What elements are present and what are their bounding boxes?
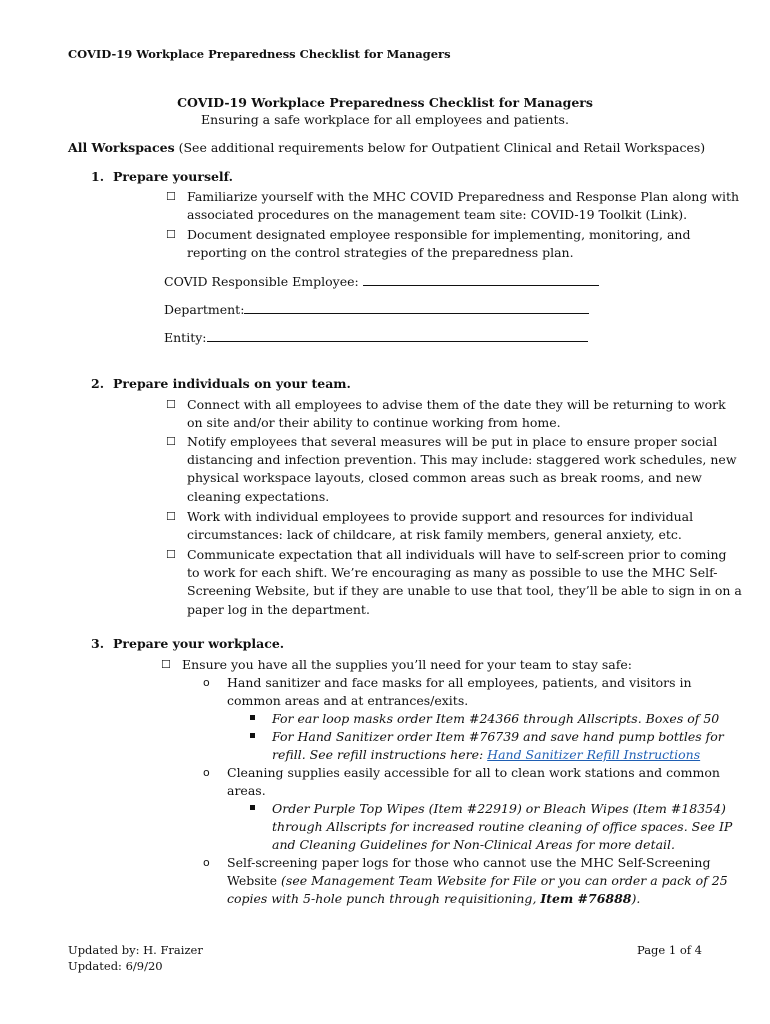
- blank-line[interactable]: [207, 329, 588, 342]
- sub-item-cleaning-supplies: o Cleaning supplies easily accessible for all to clean work stations and common areas.: [203, 765, 720, 799]
- intro-line: [68, 140, 705, 155]
- section-2-heading: 2. Prepare individuals on your team.: [91, 376, 351, 391]
- updated-by: Updated by: H. Fraizer: [68, 943, 203, 957]
- field-responsible-employee[interactable]: COVID Responsible Employee:: [164, 273, 599, 289]
- circle-bullet-icon: o: [203, 766, 210, 779]
- running-header: COVID-19 Workplace Preparedness Checklist for Managers: [68, 47, 451, 61]
- checklist-item[interactable]: ☐ Communicate expectation that all individuals will have to self-screen prior to coming to work for each shift. We’re encouraging as many as possible to use the MHC Self- Screening Website, but if they are unable to use that tool, they’ll be able to sign in on a paper log in the department.: [166, 547, 742, 617]
- checklist-item[interactable]: ☐ Connect with all employees to advise them of the date they will be returning to work on site and/or their ability to continue working from home.: [166, 397, 726, 431]
- checklist-item[interactable]: ☐ Notify employees that several measures will be put in place to ensure proper social distancing and infection prevention. This may include: staggered work schedules, new physical workspace layouts, closed common areas such as break rooms, and new cleaning expectations.: [166, 434, 737, 504]
- sub-item-paper-logs: o Self-screening paper logs for those who cannot use the MHC Self-Screening Website (see Management Team Website for File or you can order a pack of 25 copies with 5-hole punch through requisitioning, Item #76888).: [203, 855, 728, 907]
- hand-sanitizer-refill-link[interactable]: Hand Sanitizer Refill Instructions: [487, 747, 701, 763]
- checkbox-icon[interactable]: ☐: [166, 398, 176, 411]
- checkbox-icon[interactable]: ☐: [166, 435, 176, 448]
- field-department[interactable]: Department:: [164, 301, 589, 317]
- checklist-item[interactable]: ☐ Document designated employee responsible for implementing, monitoring, and reporting on the control strategies of the preparedness plan.: [166, 227, 691, 261]
- sub-bullet-sanitizer: For Hand Sanitizer order Item #76739 and save hand pump bottles for refill. See refill instructions here: Hand Sanitizer Refill Instructions: [272, 728, 724, 764]
- square-bullet-icon: [250, 715, 255, 720]
- page-number: Page 1 of 4: [636, 943, 702, 957]
- checkbox-icon[interactable]: ☐: [166, 510, 176, 523]
- footer-updated: [68, 942, 203, 974]
- circle-bullet-icon: o: [203, 856, 210, 869]
- checklist-item[interactable]: ☐ Work with individual employees to provide support and resources for individual circumstances: lack of childcare, at risk family members, general anxiety, etc.: [166, 509, 694, 543]
- checkbox-icon[interactable]: ☐: [166, 548, 176, 561]
- sub-bullet-masks: For ear loop masks order Item #24366 through Allscripts. Boxes of 50: [272, 710, 719, 728]
- page-subtitle: Ensuring a safe workplace for all employees and patients.: [201, 112, 569, 127]
- checklist-item[interactable]: ☐ Familiarize yourself with the MHC COVID Preparedness and Response Plan along with associated procedures on the management team site: COVID-19 Toolkit (Link).: [166, 189, 740, 223]
- sub-item-hand-sanitizer: o Hand sanitizer and face masks for all employees, patients, and visitors in common areas and at entrances/exits.: [203, 675, 692, 709]
- checklist-item[interactable]: ☐ Ensure you have all the supplies you’ll need for your team to stay safe:: [182, 656, 632, 674]
- sub-bullet-wipes: Order Purple Top Wipes (Item #22919) or Bleach Wipes (Item #18354) through Allscripts for increased routine cleaning of office spaces. See IP and Cleaning Guidelines for Non-Clinical Areas for more detail.: [272, 800, 732, 855]
- square-bullet-icon: [250, 805, 255, 810]
- page-title: COVID-19 Workplace Preparedness Checklist for Managers: [177, 95, 593, 110]
- blank-line[interactable]: [363, 273, 599, 286]
- blank-line[interactable]: [244, 301, 589, 314]
- checkbox-icon[interactable]: ☐: [166, 190, 176, 203]
- square-bullet-icon: [250, 733, 255, 738]
- title-block: [0, 94, 770, 128]
- updated-date: Updated: 6/9/20: [68, 959, 163, 973]
- checkbox-icon[interactable]: ☐: [166, 228, 176, 241]
- intro-rest: (See additional requirements below for Outpatient Clinical and Retail Workspaces): [174, 140, 706, 155]
- circle-bullet-icon: o: [203, 676, 210, 689]
- section-3-heading: 3. Prepare your workplace.: [91, 636, 285, 651]
- section-1-heading: 1. Prepare yourself.: [91, 169, 233, 184]
- field-entity[interactable]: Entity:: [164, 329, 588, 345]
- checkbox-icon[interactable]: ☐: [161, 658, 171, 671]
- intro-bold: All Workspaces: [68, 140, 175, 155]
